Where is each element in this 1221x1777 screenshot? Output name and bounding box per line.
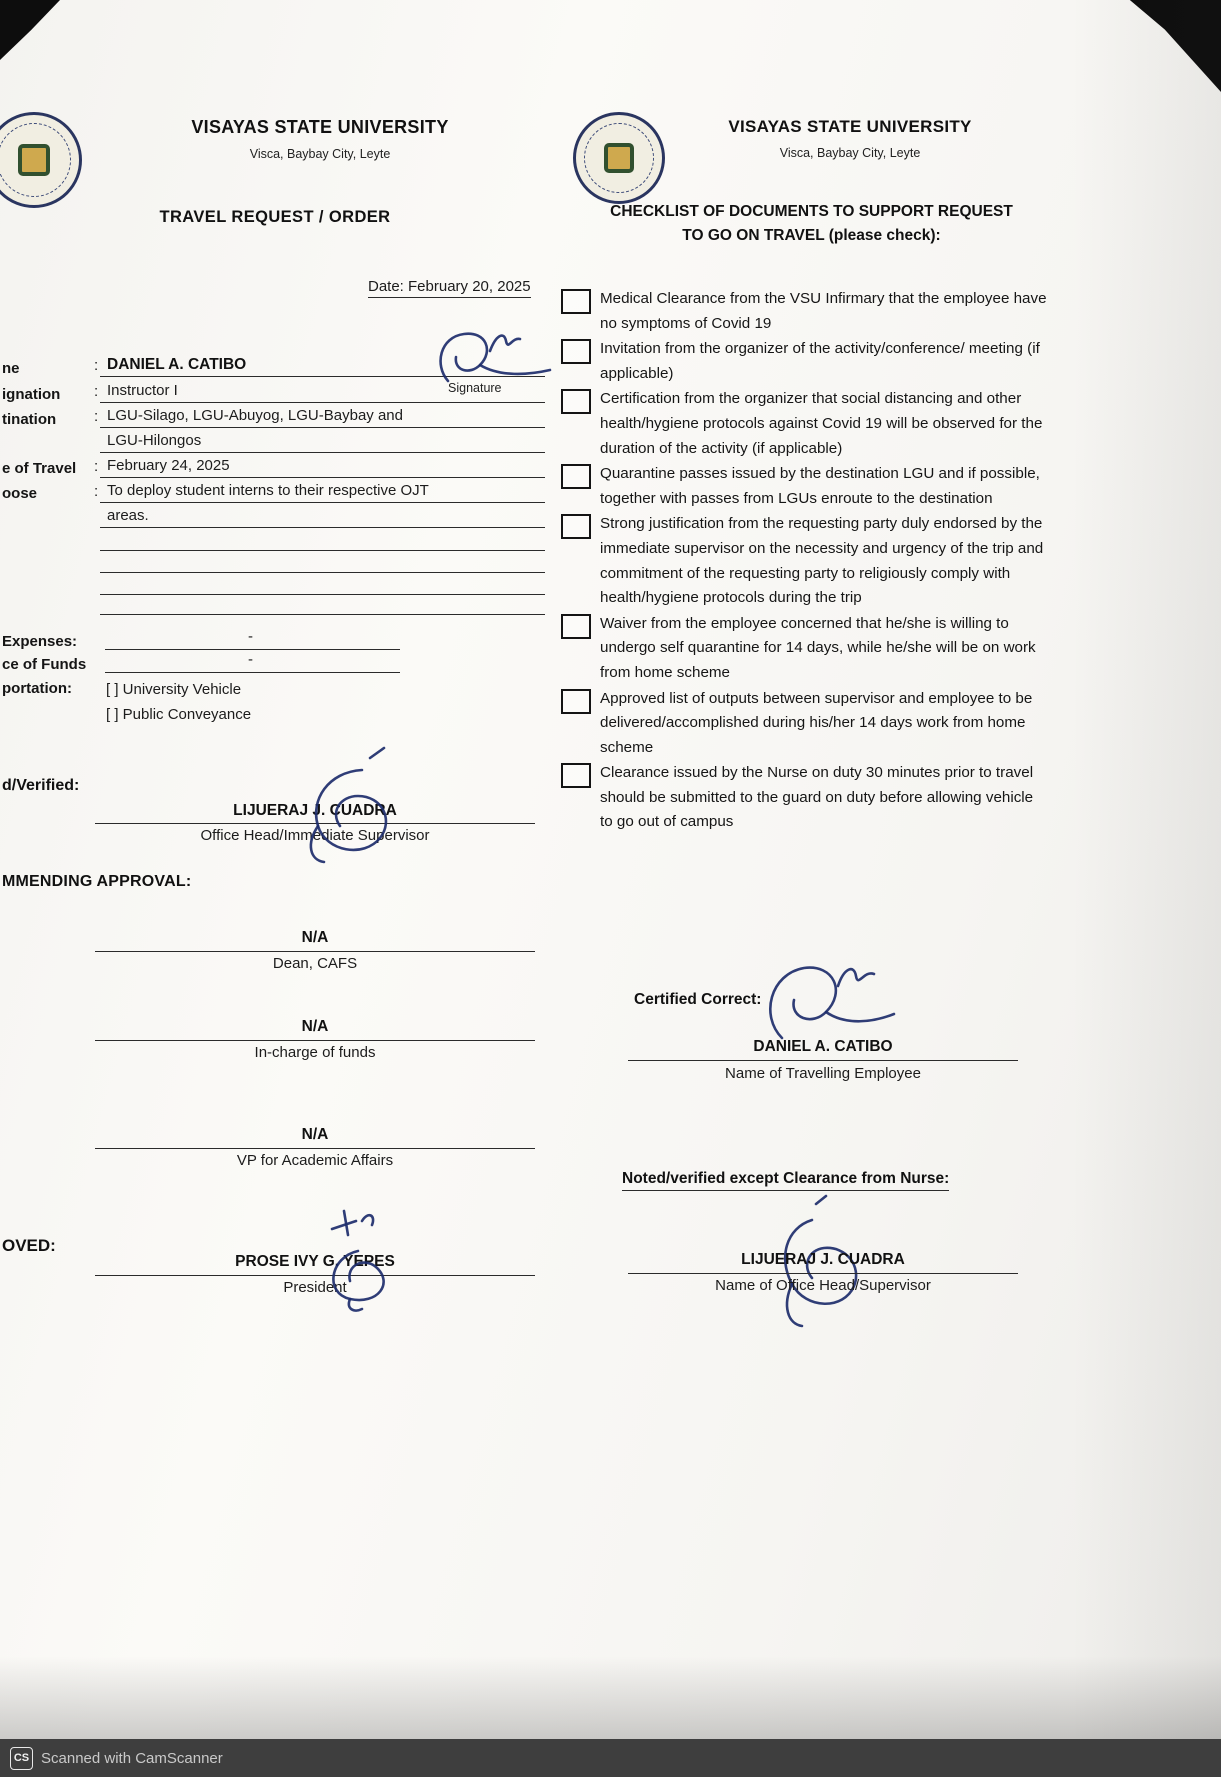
colon: : [94, 408, 99, 425]
checklist-item [561, 761, 1061, 835]
certified-title: Name of Travelling Employee [725, 1065, 921, 1082]
approval-3-underline [95, 1148, 535, 1149]
approval-3-title: VP for Academic Affairs [236, 1152, 394, 1169]
scan-corner-artifact-top-left [0, 0, 60, 60]
colon: : [94, 458, 99, 475]
certified-underline [628, 1060, 1018, 1061]
certified-name: DANIEL A. CATIBO [753, 1038, 893, 1055]
checklist-item-text: Invitation from the organizer of the activity/conference/ meeting (if applicable) [600, 340, 1040, 382]
checkbox-icon [561, 464, 591, 489]
form-title: TRAVEL REQUEST / ORDER [159, 208, 391, 226]
checkbox-icon [561, 389, 591, 414]
approval-1-underline [95, 951, 535, 952]
noted-verified-label: d/Verified: [2, 777, 80, 794]
approval-2-title: In-charge of funds [254, 1044, 376, 1061]
right-noted-name: LIJUERAJ J. CUADRA [741, 1251, 905, 1268]
checkbox-icon [561, 514, 591, 539]
checkbox-icon [561, 289, 591, 314]
checklist-item-text: Strong justification from the requesting party duly endorsed by the immediate supervisor on the necessity and urgency of the trip and commitment of the requesting party to religiously comply with health/hygiene protocols during the trip [600, 515, 1044, 607]
vsu-seal-right-logo [573, 112, 665, 204]
checklist [561, 287, 1061, 836]
checkbox-icon [561, 763, 591, 788]
approval-3-name: N/A [301, 1126, 329, 1143]
field-value-purpose: To deploy student interns to their respective OJT [107, 482, 429, 499]
blank-line [100, 614, 545, 615]
checklist-item-text: Medical Clearance from the VSU Infirmary that the employee have no symptoms of Covid 19 [600, 290, 1047, 332]
field-underline [100, 452, 545, 453]
checklist-item [561, 612, 1061, 686]
camscanner-icon: CS [10, 1747, 33, 1770]
right-university-address: Visca, Baybay City, Leyte [779, 146, 921, 160]
checklist-item-text: Approved list of outputs between supervisor and employee to be delivered/accomplished during his/her 14 days work from home scheme [600, 689, 1033, 756]
left-university-name: VISAYAS STATE UNIVERSITY [191, 117, 449, 137]
vsu-seal-left-logo [0, 112, 82, 208]
field-underline [100, 502, 545, 503]
field-label-name: ne [2, 360, 20, 377]
field-label-date-of-travel: e of Travel [2, 460, 77, 477]
blank-line [100, 594, 545, 595]
date-line: Date: February 20, 2025 [368, 278, 531, 298]
checklist-item [561, 687, 1061, 761]
field-value-date-of-travel: February 24, 2025 [107, 457, 230, 474]
checklist-title-line2: TO GO ON TRAVEL (please check): [682, 227, 941, 244]
blank-line [100, 572, 545, 573]
checklist-item [561, 337, 1061, 386]
funds-label: ce of Funds [2, 656, 87, 673]
expenses-value: - [248, 628, 253, 645]
signature-daniel-catibo-top [420, 325, 570, 393]
scan-shading-bottom [0, 1656, 1221, 1739]
field-label-designation: ignation [2, 386, 61, 403]
checkbox-icon [561, 339, 591, 364]
approval-2-name: N/A [301, 1018, 329, 1035]
signature-lijueraj-cuadra-left [258, 742, 443, 864]
field-underline [100, 427, 545, 428]
noted-except-heading: Noted/verified except Clearance from Nurse: [622, 1170, 949, 1191]
field-value-name: DANIEL A. CATIBO [107, 356, 247, 373]
checklist-item-text: Waiver from the employee concerned that he/she is willing to undergo self quarantine for 14 days, while he/she will be on work from home scheme [600, 614, 1036, 681]
recommending-approval-label: MMENDING APPROVAL: [2, 873, 192, 890]
expenses-label: Expenses: [2, 633, 78, 650]
checklist-item-text: Clearance issued by the Nurse on duty 30 minutes prior to travel should be submitted to the guard on duty before allowing vehicle to go out of campus [600, 764, 1034, 831]
checklist-item-text: Quarantine passes issued by the destination LGU and if possible, together with passes from LGUs enroute to the destination [600, 465, 1040, 507]
signature-caption: Signature [448, 381, 502, 395]
field-underline [100, 527, 545, 528]
certified-correct-label: Certified Correct: [634, 991, 762, 1008]
transport-option-university-vehicle: [ ] University Vehicle [106, 681, 242, 698]
approved-name: PROSE IVY G. YEPES [235, 1253, 395, 1270]
checklist-title-line1: CHECKLIST OF DOCUMENTS TO SUPPORT REQUEST [610, 203, 1013, 220]
field-label-purpose: oose [2, 485, 38, 502]
noted-name: LIJUERAJ J. CUADRA [233, 802, 397, 819]
field-value-destination: LGU-Silago, LGU-Abuyog, LGU-Baybay and [107, 407, 403, 424]
seal-emblem [604, 143, 634, 173]
approved-label: OVED: [2, 1236, 56, 1255]
field-underline [100, 477, 545, 478]
colon: : [94, 357, 99, 374]
approval-2-underline [95, 1040, 535, 1041]
right-noted-title: Name of Office Head/Supervisor [715, 1277, 931, 1294]
blank-line [100, 550, 545, 551]
right-university-name: VISAYAS STATE UNIVERSITY [728, 117, 972, 136]
funds-underline [105, 672, 400, 673]
funds-value: - [248, 651, 253, 668]
camscanner-watermark: Scanned with CamScanner [41, 1749, 223, 1767]
field-label-destination: tination [2, 411, 57, 428]
field-value-purpose-2: areas. [107, 507, 149, 524]
right-noted-underline [628, 1273, 1018, 1274]
approved-title: President [283, 1279, 347, 1296]
signature-prose-ivy-yepes [298, 1203, 428, 1315]
field-underline [100, 402, 545, 403]
field-value-destination-2: LGU-Hilongos [107, 432, 202, 449]
checkbox-icon [561, 689, 591, 714]
colon: : [94, 483, 99, 500]
checklist-item-text: Certification from the organizer that social distancing and other health/hygiene protocols against Covid 19 will be observed for the duration of the activity (if applicable) [600, 390, 1043, 457]
transportation-label: portation: [2, 680, 72, 697]
transport-option-public-conveyance: [ ] Public Conveyance [106, 706, 252, 723]
camscanner-bar [0, 1739, 1221, 1777]
seal-emblem [18, 144, 50, 176]
left-university-address: Visca, Baybay City, Leyte [249, 147, 391, 161]
expenses-underline [105, 649, 400, 650]
approval-1-title: Dean, CAFS [272, 955, 358, 972]
colon: : [94, 383, 99, 400]
checkbox-icon [561, 614, 591, 639]
scan-shading-right [1071, 0, 1221, 1777]
checklist-item [561, 387, 1061, 461]
noted-title: Office Head/Immediate Supervisor [200, 827, 430, 844]
checklist-item [561, 512, 1061, 610]
approval-1-name: N/A [301, 929, 329, 946]
checklist-item [561, 462, 1061, 511]
field-value-designation: Instructor I [107, 382, 178, 399]
checklist-item [561, 287, 1061, 336]
